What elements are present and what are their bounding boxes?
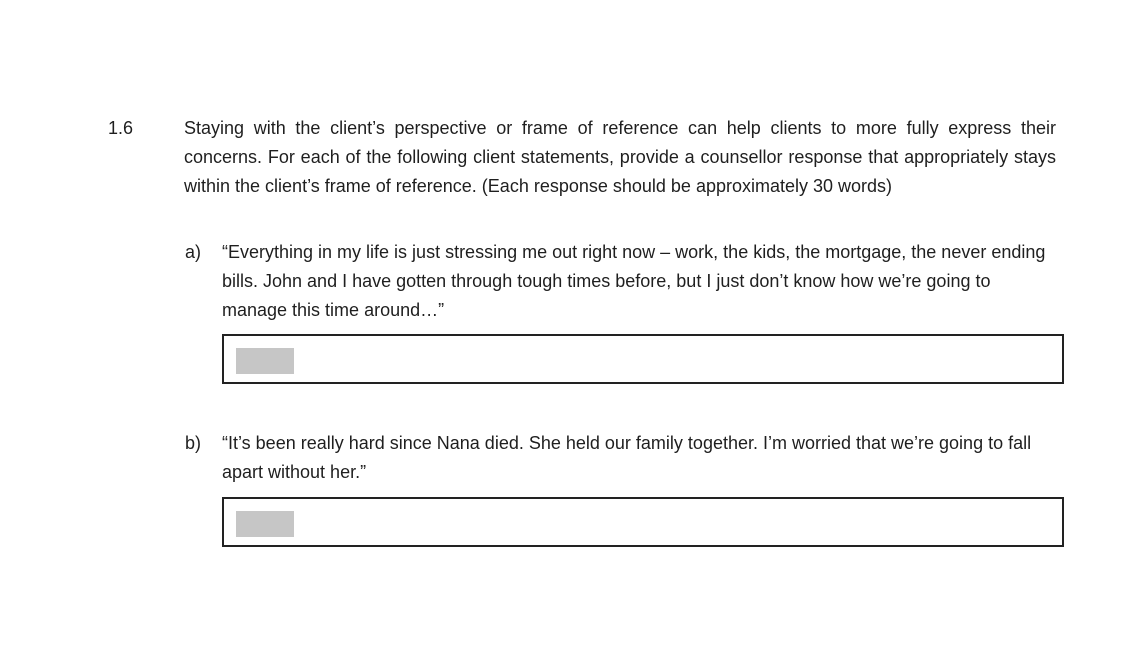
question-instructions: Staying with the client’s perspective or frame of reference can help clients to more fully express their concerns. For each of the following client statements, provide a counsellor response that appropriately stays within the client’s frame of reference. (Each response should be approximately 30 words) xyxy=(184,118,1056,196)
item-b-response-box[interactable] xyxy=(222,497,1064,547)
item-a-label: a) xyxy=(185,242,202,262)
item-a-response-field[interactable] xyxy=(236,348,294,374)
item-b-statement: “It’s been really hard since Nana died. She held our family together. I’m worried that we’re going to fall apart without her.” xyxy=(222,433,1032,482)
question-number: 1.6 xyxy=(108,118,134,138)
item-a-response-box[interactable] xyxy=(222,334,1064,384)
item-b-response-field[interactable] xyxy=(236,511,294,537)
item-b-label: b) xyxy=(185,433,202,453)
item-a-statement: “Everything in my life is just stressing me out right now – work, the kids, the mortgage, the never ending bills. John and I have gotten through tough times before, but I just don’t know how we’re going to manage this time around…” xyxy=(222,242,1046,320)
